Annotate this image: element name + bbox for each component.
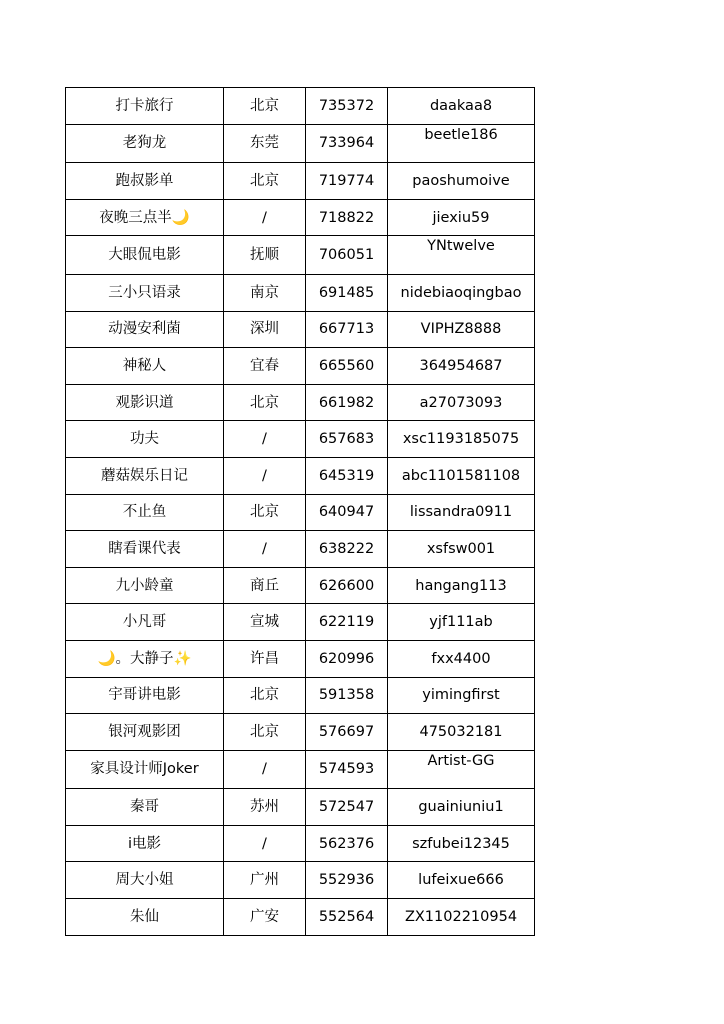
table-row	[66, 236, 535, 275]
name-cell: 家具设计师Joker	[66, 750, 224, 789]
table-row	[66, 825, 535, 862]
city-cell: 北京	[224, 714, 306, 751]
city-cell: 宣城	[224, 604, 306, 641]
city-cell: /	[224, 199, 306, 236]
name-cell: 跑叔影单	[66, 163, 224, 200]
city-cell: 北京	[224, 163, 306, 200]
number-cell: 572547	[306, 789, 388, 826]
name-cell: 夜晚三点半🌙	[66, 199, 224, 236]
account-cell: nidebiaoqingbao	[388, 274, 535, 311]
table-row	[66, 311, 535, 348]
name-cell: 周大小姐	[66, 862, 224, 899]
number-cell: 640947	[306, 494, 388, 531]
number-cell: 667713	[306, 311, 388, 348]
account-cell: lissandra0911	[388, 494, 535, 531]
account-cell: szfubei12345	[388, 825, 535, 862]
table-row	[66, 163, 535, 200]
account-cell: hangang113	[388, 567, 535, 604]
name-cell: 大眼侃电影	[66, 236, 224, 275]
number-cell: 591358	[306, 677, 388, 714]
city-cell: 商丘	[224, 567, 306, 604]
account-cell: lufeixue666	[388, 862, 535, 899]
table-body	[66, 88, 535, 936]
city-cell: /	[224, 421, 306, 458]
number-cell: 719774	[306, 163, 388, 200]
name-cell: 神秘人	[66, 348, 224, 385]
city-cell: 北京	[224, 88, 306, 125]
number-cell: 665560	[306, 348, 388, 385]
account-cell: fxx4400	[388, 640, 535, 677]
name-cell: 秦哥	[66, 789, 224, 826]
number-cell: 574593	[306, 750, 388, 789]
number-cell: 718822	[306, 199, 388, 236]
table-row	[66, 124, 535, 163]
number-cell: 620996	[306, 640, 388, 677]
account-cell: a27073093	[388, 384, 535, 421]
city-cell: /	[224, 825, 306, 862]
city-cell: 广州	[224, 862, 306, 899]
table-row	[66, 677, 535, 714]
account-cell: daakaa8	[388, 88, 535, 125]
account-cell: YNtwelve	[388, 236, 535, 275]
account-cell: yjf111ab	[388, 604, 535, 641]
city-cell: 北京	[224, 677, 306, 714]
name-cell: 观影识道	[66, 384, 224, 421]
name-cell: 宇哥讲电影	[66, 677, 224, 714]
name-cell: 九小龄童	[66, 567, 224, 604]
account-cell: yimingfirst	[388, 677, 535, 714]
table-row	[66, 457, 535, 494]
number-cell: 733964	[306, 124, 388, 163]
number-cell: 552936	[306, 862, 388, 899]
city-cell: 深圳	[224, 311, 306, 348]
city-cell: 许昌	[224, 640, 306, 677]
number-cell: 645319	[306, 457, 388, 494]
table-row	[66, 348, 535, 385]
account-cell: 364954687	[388, 348, 535, 385]
name-cell: 蘑菇娱乐日记	[66, 457, 224, 494]
name-cell: 朱仙	[66, 899, 224, 936]
city-cell: 抚顺	[224, 236, 306, 275]
city-cell: 苏州	[224, 789, 306, 826]
table-row	[66, 640, 535, 677]
number-cell: 562376	[306, 825, 388, 862]
account-cell: VIPHZ8888	[388, 311, 535, 348]
name-cell: 打卡旅行	[66, 88, 224, 125]
table-row	[66, 384, 535, 421]
table-row	[66, 789, 535, 826]
name-cell: 瞎看课代表	[66, 531, 224, 568]
city-cell: /	[224, 531, 306, 568]
number-cell: 661982	[306, 384, 388, 421]
account-cell: jiexiu59	[388, 199, 535, 236]
table-row	[66, 88, 535, 125]
account-cell: guainiuniu1	[388, 789, 535, 826]
city-cell: 北京	[224, 494, 306, 531]
name-cell: 🌙。大静子✨	[66, 640, 224, 677]
name-cell: 银河观影团	[66, 714, 224, 751]
city-cell: 北京	[224, 384, 306, 421]
account-cell: abc1101581108	[388, 457, 535, 494]
city-cell: /	[224, 457, 306, 494]
number-cell: 706051	[306, 236, 388, 275]
account-cell: paoshumoive	[388, 163, 535, 200]
account-cell: xsfsw001	[388, 531, 535, 568]
table-row	[66, 714, 535, 751]
table-row	[66, 567, 535, 604]
city-cell: 广安	[224, 899, 306, 936]
city-cell: /	[224, 750, 306, 789]
name-cell: 三小只语录	[66, 274, 224, 311]
account-cell: ZX1102210954	[388, 899, 535, 936]
table-row	[66, 274, 535, 311]
city-cell: 南京	[224, 274, 306, 311]
account-cell: beetle186	[388, 124, 535, 163]
account-cell: 475032181	[388, 714, 535, 751]
number-cell: 576697	[306, 714, 388, 751]
account-cell: xsc1193185075	[388, 421, 535, 458]
table-row	[66, 199, 535, 236]
data-table	[65, 87, 535, 936]
table-row	[66, 862, 535, 899]
name-cell: i电影	[66, 825, 224, 862]
number-cell: 657683	[306, 421, 388, 458]
number-cell: 638222	[306, 531, 388, 568]
number-cell: 691485	[306, 274, 388, 311]
name-cell: 功夫	[66, 421, 224, 458]
city-cell: 东莞	[224, 124, 306, 163]
table-row	[66, 604, 535, 641]
name-cell: 动漫安利菌	[66, 311, 224, 348]
table-row	[66, 899, 535, 936]
number-cell: 735372	[306, 88, 388, 125]
number-cell: 552564	[306, 899, 388, 936]
number-cell: 622119	[306, 604, 388, 641]
account-cell: Artist-GG	[388, 750, 535, 789]
number-cell: 626600	[306, 567, 388, 604]
table-row	[66, 494, 535, 531]
name-cell: 老狗龙	[66, 124, 224, 163]
table-row	[66, 421, 535, 458]
name-cell: 小凡哥	[66, 604, 224, 641]
table-row	[66, 531, 535, 568]
table-row	[66, 750, 535, 789]
name-cell: 不止鱼	[66, 494, 224, 531]
city-cell: 宜春	[224, 348, 306, 385]
